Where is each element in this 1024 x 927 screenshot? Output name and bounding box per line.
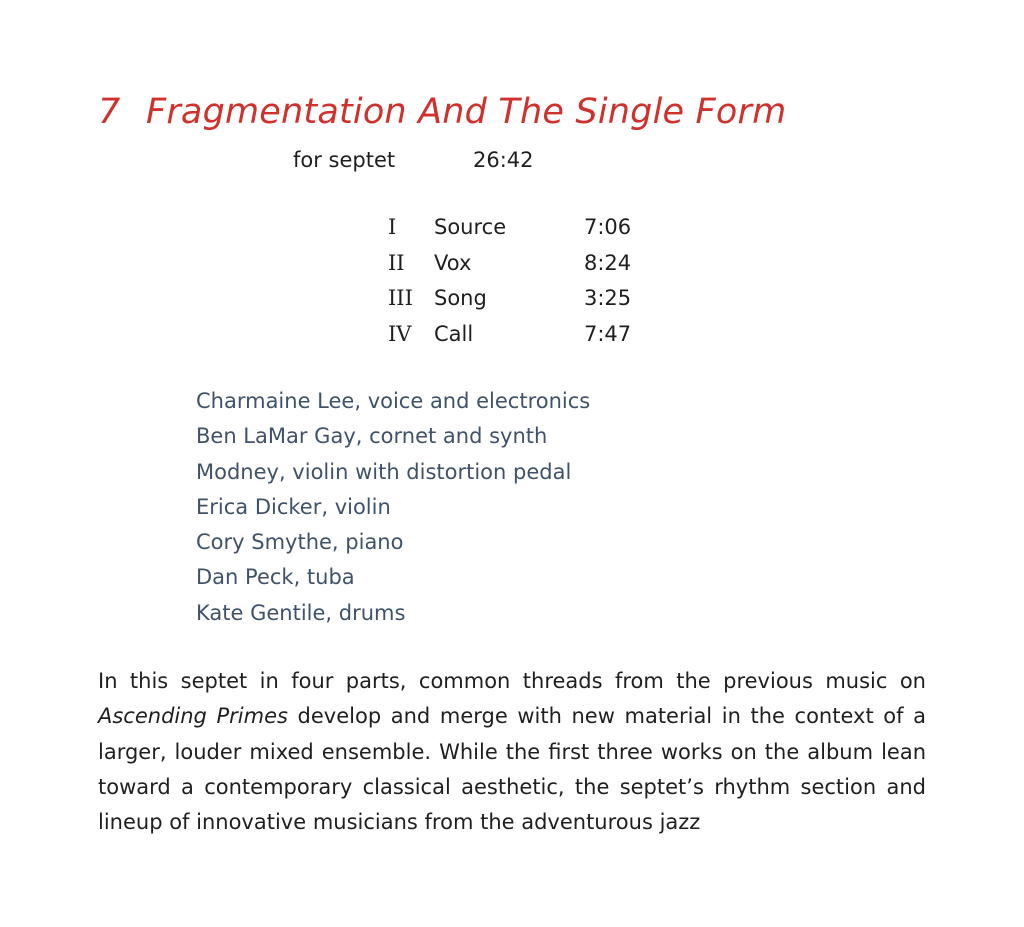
album-title: Ascending Primes — [98, 704, 288, 729]
personnel-item: Erica Dicker, violin — [196, 494, 391, 519]
personnel-item: Dan Peck, tuba — [196, 565, 355, 590]
personnel-list — [196, 384, 590, 631]
personnel-item: Ben LaMar Gay, cornet and synth — [196, 424, 548, 449]
movement-duration: 7:47 — [584, 321, 632, 346]
movement-item — [388, 319, 648, 355]
liner-notes — [98, 664, 926, 840]
personnel-item: Cory Smythe, piano — [196, 530, 404, 555]
movement-name: Song — [434, 286, 487, 310]
movement-numeral: IV — [388, 321, 412, 346]
movement-duration: 7:06 — [584, 215, 632, 239]
personnel-item: Modney, violin with distortion pedal — [196, 459, 572, 484]
personnel-item: Charmaine Lee, voice and electronics — [196, 389, 591, 413]
track-number: 7 — [98, 92, 121, 132]
movement-list — [388, 212, 648, 354]
movement-name: Vox — [434, 250, 472, 275]
personnel-item: Kate Gentile, drums — [196, 600, 406, 625]
movement-item — [388, 212, 648, 248]
movement-name: Source — [434, 215, 507, 239]
movement-duration: 8:24 — [584, 250, 632, 275]
movement-duration: 3:25 — [584, 286, 632, 310]
movement-numeral: I — [388, 215, 397, 239]
track-title — [98, 88, 786, 136]
movement-numeral: III — [388, 286, 413, 310]
movement-item — [388, 248, 648, 284]
movement-numeral: II — [388, 250, 405, 275]
notes-body: develop and merge with new material in the context of a larger, louder mixed ensemble. While the first three works on the album lean toward a contemporary classical aesthetic, the septet’s rhythm section and lineup of innovative musicians from the adventurous jazz — [98, 704, 926, 835]
track-name: Fragmentation And The Single Form — [146, 92, 787, 132]
movement-name: Call — [434, 321, 474, 346]
total-duration: 26:42 — [473, 148, 534, 172]
instrumentation: for septet — [293, 148, 396, 172]
movement-item — [388, 283, 648, 319]
notes-intro: In this septet in four parts, common threads from the previous music on — [98, 669, 926, 693]
